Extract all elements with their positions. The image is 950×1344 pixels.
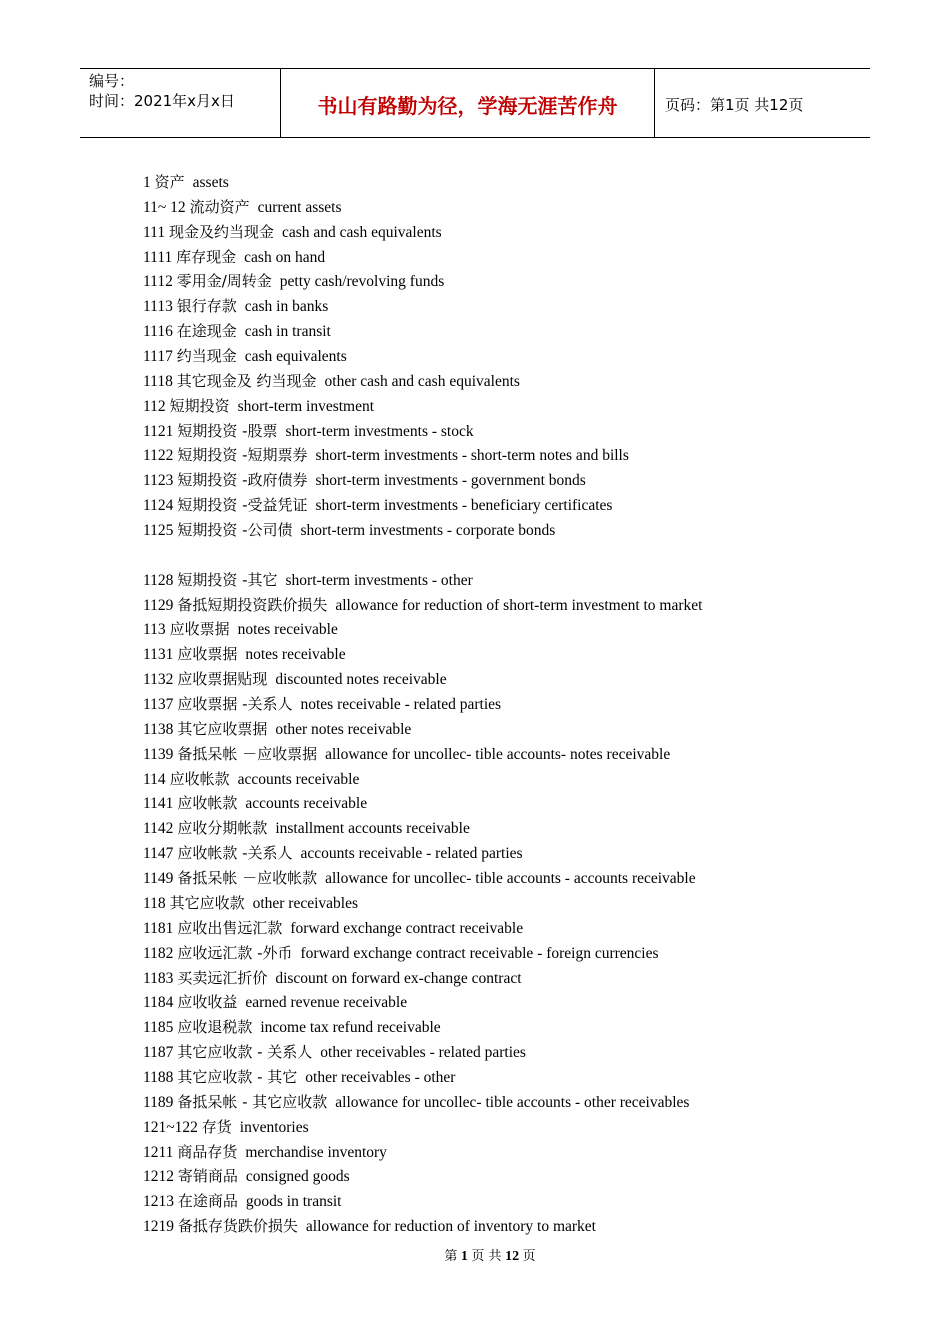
account-name-zh: 短期投资 -政府债券 (177, 471, 308, 490)
account-name-en: short-term investments - stock (285, 422, 474, 440)
account-name-zh: 备抵呆帐 －应收票据 (177, 744, 318, 763)
account-entry (143, 195, 863, 220)
footer-prefix: 第 (444, 1249, 458, 1264)
account-name-zh: 应收帐款 -关系人 (177, 844, 293, 863)
account-code: 111 (143, 223, 166, 241)
account-name-zh: 应收帐款 (177, 794, 238, 813)
account-entry (143, 493, 863, 518)
account-name-en: allowance for uncollec- tible accounts - accounts receivable (325, 870, 696, 888)
account-entry (143, 891, 863, 916)
account-name-zh: 现金及约当现金 (168, 222, 274, 241)
account-entry (143, 568, 863, 593)
account-code: 1187 (143, 1044, 174, 1062)
account-code: 121~122 (143, 1118, 198, 1136)
account-code: 1181 (143, 919, 174, 937)
account-code: 1113 (143, 298, 173, 316)
account-name-zh: 短期投资 -受益凭证 (177, 496, 308, 515)
account-name-en: short-term investments - other (285, 571, 473, 589)
account-name-en: notes receivable (237, 621, 338, 639)
account-entry (143, 717, 863, 742)
account-code: 11~ 12 (143, 198, 186, 216)
account-code: 1139 (143, 745, 174, 763)
account-entry (143, 966, 863, 991)
account-name-en: accounts receivable (245, 795, 368, 813)
account-code: 1131 (143, 646, 174, 664)
account-code: 1116 (143, 323, 173, 341)
account-entry (143, 593, 863, 618)
account-code: 1122 (143, 447, 174, 465)
account-entry (143, 344, 863, 369)
account-name-en: notes receivable - related parties (300, 696, 502, 714)
account-name-en: petty cash/revolving funds (279, 273, 445, 291)
account-code: 1211 (143, 1143, 174, 1161)
account-entry (143, 1115, 863, 1140)
account-name-en: other receivables - other (305, 1068, 456, 1086)
account-name-zh: 约当现金 (176, 347, 237, 366)
account-name-en: allowance for uncollec- tible accounts - other receivables (335, 1093, 690, 1111)
account-name-en: short-term investments - beneficiary certificates (315, 497, 613, 515)
account-code: 113 (143, 621, 166, 639)
account-code: 1182 (143, 944, 174, 962)
account-code: 1112 (143, 273, 173, 291)
header-page-info: 页码：第1页 共12页 (665, 95, 804, 114)
account-name-zh: 短期投资 -其它 (177, 570, 278, 589)
account-name-en: discounted notes receivable (275, 671, 447, 689)
account-code: 1212 (143, 1168, 174, 1186)
account-name-en: notes receivable (245, 646, 346, 664)
account-name-zh: 备抵呆帐 - 其它应收款 (177, 1092, 328, 1111)
account-code: 1149 (143, 870, 174, 888)
account-name-zh: 短期投资 (169, 396, 230, 415)
account-name-zh: 其它应收款 - 其它 (177, 1067, 298, 1086)
account-entry (143, 294, 863, 319)
account-code: 1125 (143, 522, 174, 540)
account-entry (143, 220, 863, 245)
account-name-zh: 应收票据 -关系人 (177, 695, 293, 714)
account-code: 118 (143, 894, 166, 912)
account-name-zh: 流动资产 (189, 197, 250, 216)
account-entry (143, 742, 863, 767)
account-name-zh: 寄销商品 (177, 1167, 238, 1186)
account-name-zh: 资产 (154, 173, 185, 191)
account-entry (143, 941, 863, 966)
account-code: 1132 (143, 671, 174, 689)
account-code: 1147 (143, 845, 174, 863)
account-name-zh: 备抵呆帐 －应收帐款 (177, 869, 318, 888)
account-name-zh: 备抵存货跌价损失 (177, 1217, 298, 1236)
document-number: 编号： (89, 72, 135, 90)
account-entry (143, 767, 863, 792)
account-entry (143, 816, 863, 841)
account-name-en: merchandise inventory (245, 1143, 387, 1161)
account-name-zh: 买卖远汇折价 (177, 968, 268, 987)
account-code: 1117 (143, 348, 173, 366)
account-code: 1188 (143, 1068, 174, 1086)
account-code: 1189 (143, 1093, 174, 1111)
account-name-zh: 零用金/周转金 (176, 272, 272, 291)
account-name-zh: 应收远汇款 -外币 (177, 943, 293, 962)
document-date: 时间：2021年x月x日 (89, 92, 235, 110)
account-name-en: cash in transit (244, 323, 331, 341)
account-entry (143, 1015, 863, 1040)
account-name-zh: 应收出售远汇款 (177, 918, 283, 937)
account-name-en: forward exchange contract receivable (290, 919, 524, 937)
account-name-en: short-term investments - corporate bonds (300, 522, 556, 540)
account-entry (143, 419, 863, 444)
account-name-zh: 应收退税款 (177, 1018, 253, 1037)
account-entry (143, 468, 863, 493)
account-name-en: cash equivalents (244, 348, 347, 366)
account-code: 1219 (143, 1218, 174, 1236)
account-name-en: allowance for uncollec- tible accounts- notes receivable (325, 745, 671, 763)
account-name-zh: 库存现金 (176, 247, 237, 266)
account-name-en: allowance for reduction of short-term investment to market (335, 596, 703, 614)
account-entry (143, 394, 863, 419)
account-name-zh: 存货 (201, 1117, 232, 1136)
account-code: 1184 (143, 994, 174, 1012)
account-name-en: short-term investment (237, 397, 375, 415)
account-code: 1138 (143, 720, 174, 738)
account-entry (143, 1214, 863, 1239)
account-name-zh: 应收收益 (177, 993, 238, 1012)
footer-total-pages: 12 (505, 1249, 520, 1264)
account-name-en: current assets (257, 198, 342, 216)
account-entry (143, 1040, 863, 1065)
account-name-zh: 应收帐款 (169, 769, 230, 788)
account-name-zh: 应收票据贴现 (177, 670, 268, 689)
account-code: 1141 (143, 795, 174, 813)
account-code: 1123 (143, 472, 174, 490)
account-code: 1118 (143, 372, 173, 390)
account-entry (143, 543, 863, 568)
page-footer (0, 1245, 950, 1265)
account-code: 1185 (143, 1019, 174, 1037)
account-code: 1183 (143, 969, 174, 987)
account-entry (143, 369, 863, 394)
account-code: 1124 (143, 497, 174, 515)
account-code: 1213 (143, 1193, 174, 1211)
account-name-en: accounts receivable (237, 770, 360, 788)
account-name-en: forward exchange contract receivable - foreign currencies (300, 944, 659, 962)
account-name-zh: 应收分期帐款 (177, 819, 268, 838)
account-name-en: consigned goods (245, 1168, 350, 1186)
account-code: 1 (143, 174, 151, 191)
account-name-en: assets (192, 174, 229, 191)
account-name-en: discount on forward ex-change contract (275, 969, 522, 987)
account-name-zh: 商品存货 (177, 1142, 238, 1161)
account-name-en: cash on hand (244, 248, 326, 266)
account-name-en: allowance for reduction of inventory to market (305, 1218, 596, 1236)
account-entry (143, 245, 863, 270)
account-entry (143, 443, 863, 468)
account-name-zh: 应收票据 (177, 645, 238, 664)
account-name-en: cash and cash equivalents (282, 223, 442, 241)
account-name-zh: 其它应收款 (169, 893, 245, 912)
page-header (80, 68, 870, 138)
account-name-en: installment accounts receivable (275, 820, 470, 838)
account-name-en: income tax refund receivable (260, 1019, 441, 1037)
account-name-zh: 短期投资 -股票 (177, 421, 278, 440)
account-entry (143, 1164, 863, 1189)
account-code: 1128 (143, 571, 174, 589)
account-name-zh: 短期投资 -公司债 (177, 521, 293, 540)
account-entry (143, 667, 863, 692)
account-code: 1129 (143, 596, 174, 614)
account-name-en: goods in transit (245, 1193, 342, 1211)
account-entry (143, 866, 863, 891)
footer-mid: 页 共 (471, 1249, 502, 1264)
account-code: 112 (143, 397, 166, 415)
account-entry (143, 617, 863, 642)
account-code: 114 (143, 770, 166, 788)
account-entry (143, 692, 863, 717)
account-name-zh: 其它应收款 - 关系人 (177, 1043, 313, 1062)
account-name-en: other notes receivable (275, 720, 412, 738)
account-name-en: other receivables (252, 894, 359, 912)
account-entry (143, 916, 863, 941)
account-entry (143, 1065, 863, 1090)
account-entry (143, 1140, 863, 1165)
account-name-zh: 短期投资 -短期票券 (177, 446, 308, 465)
account-code: 1142 (143, 820, 174, 838)
account-name-en: short-term investments - government bonds (315, 472, 586, 490)
footer-suffix: 页 (522, 1249, 536, 1264)
footer-page-number: 1 (460, 1249, 468, 1264)
account-name-zh: 其它应收票据 (177, 719, 268, 738)
account-name-en: inventories (239, 1118, 309, 1136)
account-name-en: other cash and cash equivalents (324, 372, 520, 390)
account-name-en: accounts receivable - related parties (300, 845, 523, 863)
account-entry (143, 319, 863, 344)
account-entry (143, 841, 863, 866)
account-name-zh: 其它现金及 约当现金 (176, 371, 317, 390)
account-entry (143, 642, 863, 667)
account-entry (143, 990, 863, 1015)
account-entry (143, 791, 863, 816)
account-entry (143, 269, 863, 294)
account-code: 1121 (143, 422, 174, 440)
account-entry (143, 518, 863, 543)
header-motto: 书山有路勤为径，学海无涯苦作舟 (281, 69, 655, 137)
account-entry (143, 1090, 863, 1115)
account-name-zh: 在途商品 (177, 1192, 238, 1211)
account-entry (143, 170, 863, 195)
account-code: 1111 (143, 248, 173, 266)
header-meta (80, 69, 281, 137)
account-name-en: other receivables - related parties (320, 1044, 526, 1062)
account-list (143, 170, 863, 1239)
account-name-en: short-term investments - short-term notes and bills (315, 447, 629, 465)
account-name-en: cash in banks (244, 298, 329, 316)
account-name-zh: 应收票据 (169, 620, 230, 639)
account-entry (143, 1189, 863, 1214)
account-code: 1137 (143, 696, 174, 714)
account-name-en: earned revenue receivable (245, 994, 408, 1012)
account-name-zh: 银行存款 (176, 297, 237, 316)
account-name-zh: 在途现金 (176, 322, 237, 341)
account-name-zh: 备抵短期投资跌价损失 (177, 595, 328, 614)
